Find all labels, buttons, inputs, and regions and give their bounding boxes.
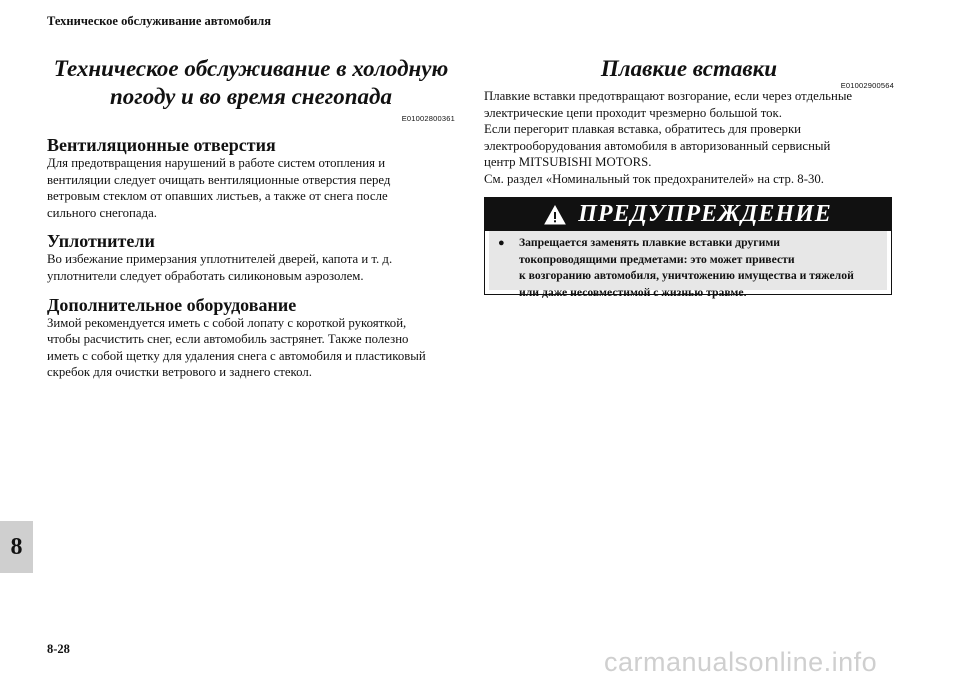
warning-triangle-icon [544, 205, 566, 225]
warning-box [484, 197, 892, 299]
warning-title: ПРЕДУПРЕЖДЕНИЕ [578, 201, 832, 227]
bullet-icon: ● [498, 237, 505, 249]
title-line-1: Техническое обслуживание в холодную [53, 56, 449, 81]
subsection-heading: Вентиляционные отверстия [47, 135, 276, 155]
section-title-fuses: Плавкие вставки [600, 56, 778, 81]
left-column [47, 55, 455, 381]
chapter-tab: 8 [0, 521, 33, 573]
warning-header [485, 198, 891, 231]
paragraph: Плавкие вставки предотвращают возгорание, если через отдельные электрические цепи проходит чрезмерно большой ток. Если перегорит плавкая вставка, обратитесь для проверки электрооборудования автомобиля в авторизованный сервисный центр MITSUBISHI MOTORS. См. раздел «Номинальный ток предохранителей» на стр. 8-30. [484, 89, 853, 186]
warning-body [489, 231, 887, 299]
section-title-cold-weather [47, 55, 455, 111]
subsection-vents [47, 135, 455, 221]
paragraph: Для предотвращения нарушений в работе систем отопления и вентиляции следует очищать вентиляционные отверстия перед ветровым стеклом от опавших листьев, а также от снега после сильного снегопада. [47, 156, 391, 220]
section-code: E01002800361 [401, 114, 455, 123]
watermark: carmanualsonline.info [604, 647, 878, 677]
paragraph: Во избежание примерзания уплотнителей дверей, капота и т. д. уплотнители следует обработать силиконовым аэрозолем. [47, 252, 393, 283]
right-column [484, 55, 894, 188]
subsection-heading: Уплотнители [47, 231, 155, 252]
title-line-2: погоду и во время снегопада [110, 84, 392, 109]
running-header: Техническое обслуживание автомобиля [47, 14, 272, 28]
subsection-heading: Дополнительное оборудование [47, 294, 297, 315]
warning-text: Запрещается заменять плавкие вставки другими токопроводящими предметами: это может привести к возгоранию автомобиля, уничтожению имущества и тяжелой или даже несовместимой с жизнью травме. [519, 236, 854, 299]
subsection-seals [47, 231, 455, 284]
paragraph: Зимой рекомендуется иметь с собой лопату с короткой рукояткой, чтобы расчистить снег, если автомобиль застрянет. Также полезно иметь с собой щетку для удаления снега с автомобиля и пластиковый скребок для очистки ветрового и заднего стекол. [47, 315, 426, 380]
subsection-equipment [47, 295, 455, 381]
page-number: 8-28 [47, 642, 70, 656]
section-code: E01002900564 [840, 81, 894, 90]
